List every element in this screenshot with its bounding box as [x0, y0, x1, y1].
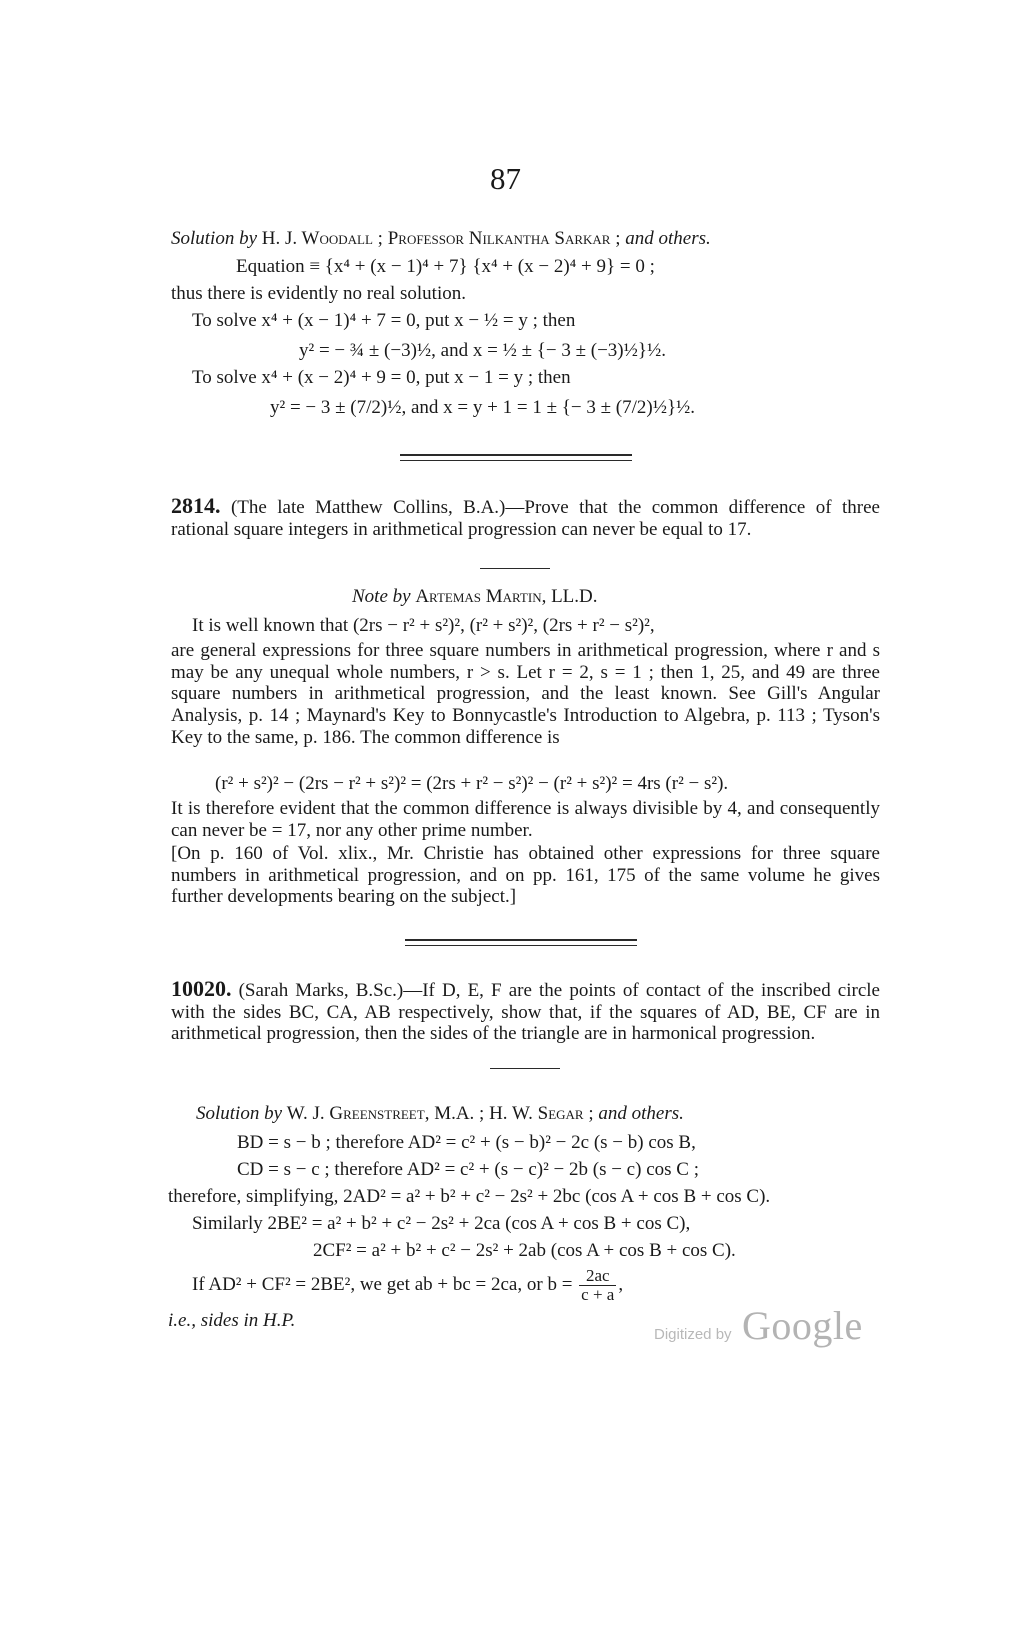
problem-number: 2814.	[171, 493, 221, 518]
fraction-numerator: 2ac	[579, 1267, 616, 1286]
equation-line: CD = s − c ; therefore AD² = c² + (s − c)² − 2b (s − c) cos C ;	[237, 1159, 699, 1180]
note-author: Artemas Martin, LL.D.	[415, 586, 598, 607]
note-lead-line: It is well known that (2rs − r² + s²)², (r² + s²)², (2rs + r² − s²)²,	[192, 615, 655, 636]
section-rule	[400, 460, 632, 461]
problem-text: —If D, E, F are the points of contact of the inscribed circle with the sides BC, CA, AB respectively, show that, if the squares of AD, BE, CF are in arithmetical progression, then the sides of the triangle are in harmonical progression.	[171, 980, 880, 1045]
google-logo: Google	[742, 1303, 863, 1348]
problem-author: (The late Matthew Collins, B.A.)	[230, 497, 506, 518]
solution-heading-2	[196, 1103, 684, 1125]
section-rule	[400, 454, 632, 456]
solution-authors: W. J. Greenstreet, M.A. ; H. W. Segar ;	[286, 1103, 594, 1124]
solution-authors: H. J. Woodall ; Professor Nilkantha Sarkar ;	[261, 228, 621, 249]
text-line: thus there is evidently no real solution.	[171, 283, 466, 304]
section-rule	[405, 939, 637, 941]
solution-others: and others.	[598, 1103, 684, 1124]
problem-10020-statement	[171, 978, 880, 1045]
equation-line: To solve x⁴ + (x − 2)⁴ + 9 = 0, put x − 1 = y ; then	[192, 367, 571, 388]
problem-text: —Prove that the common difference of three rational square integers in arithmetical progression can never be equal to 17.	[171, 497, 880, 540]
equation-line: BD = s − b ; therefore AD² = c² + (s − b)² − 2c (s − b) cos B,	[237, 1132, 696, 1153]
short-rule	[480, 568, 550, 569]
problem-2814-statement	[171, 495, 880, 540]
note-by-label: Note by	[352, 586, 411, 607]
fraction-comma: ,	[618, 1273, 624, 1295]
short-rule	[490, 1068, 560, 1069]
solution-by-label: Solution by	[171, 228, 258, 249]
conclusion-text: i.e., sides in H.P.	[168, 1310, 296, 1331]
note-paragraph-1: are general expressions for three square numbers in arithmetical progression, where r and s may be any unequal whole numbers, r > s. Let r = 2, s = 1 ; then 1, 25, and 49 are three square numbers in arithmetical progression, and the least known. See Gill's Angular Analysis, p. 14 ; Maynard's Key to Bonnycastle's Introduction to Algebra, p. 113 ; Tyson's Key to the same, p. 186. The common difference is	[171, 640, 880, 748]
equation-line: Equation ≡ {x⁴ + (x − 1)⁴ + 7} {x⁴ + (x − 2)⁴ + 9} = 0 ;	[236, 256, 655, 277]
problem-number: 10020.	[171, 976, 232, 1001]
solution-by-label: Solution by	[196, 1103, 283, 1124]
note-heading	[352, 586, 598, 608]
solution-others: and others.	[625, 228, 711, 249]
note-equation: (r² + s²)² − (2rs − r² + s²)² = (2rs + r² − s²)² − (r² + s²)² = 4rs (r² − s²).	[215, 773, 729, 794]
section-rule	[405, 945, 637, 946]
equation-line: y² = − 3 ± (7/2)½, and x = y + 1 = 1 ± {− 3 ± (7/2)½}½.	[270, 397, 696, 418]
equation-line: y² = − ¾ ± (−3)½, and x = ½ ± {− 3 ± (−3)½}½.	[299, 340, 667, 361]
note-paragraph-2: It is therefore evident that the common difference is always divisible by 4, and consequently can never be = 17, nor any other prime number.	[171, 798, 880, 841]
final-equation-text: If AD² + CF² = 2BE², we get ab + bc = 2ca, or b =	[192, 1273, 573, 1295]
fraction-denominator: c + a	[581, 1285, 615, 1304]
equation-line: To solve x⁴ + (x − 1)⁴ + 7 = 0, put x − ½ = y ; then	[192, 310, 576, 331]
digitized-by-label: Digitized by	[654, 1326, 732, 1343]
page-number: 87	[490, 161, 521, 196]
equation-line: therefore, simplifying, 2AD² = a² + b² + c² − 2s² + 2bc (cos A + cos B + cos C).	[168, 1186, 771, 1207]
final-equation-line	[192, 1267, 623, 1304]
fraction	[579, 1267, 616, 1304]
conclusion-line	[168, 1310, 295, 1332]
note-paragraph-3: [On p. 160 of Vol. xlix., Mr. Christie has obtained other expressions for three square numbers in arithmetical progression, and on pp. 161, 175 of the same volume he gives further developments bearing on the subject.]	[171, 843, 880, 908]
solution-heading-1	[171, 228, 711, 250]
problem-author: (Sarah Marks, B.Sc.)	[238, 980, 404, 1001]
equation-line: Similarly 2BE² = a² + b² + c² − 2s² + 2ca (cos A + cos B + cos C),	[192, 1213, 691, 1234]
equation-line: 2CF² = a² + b² + c² − 2s² + 2ab (cos A + cos B + cos C).	[313, 1240, 736, 1261]
